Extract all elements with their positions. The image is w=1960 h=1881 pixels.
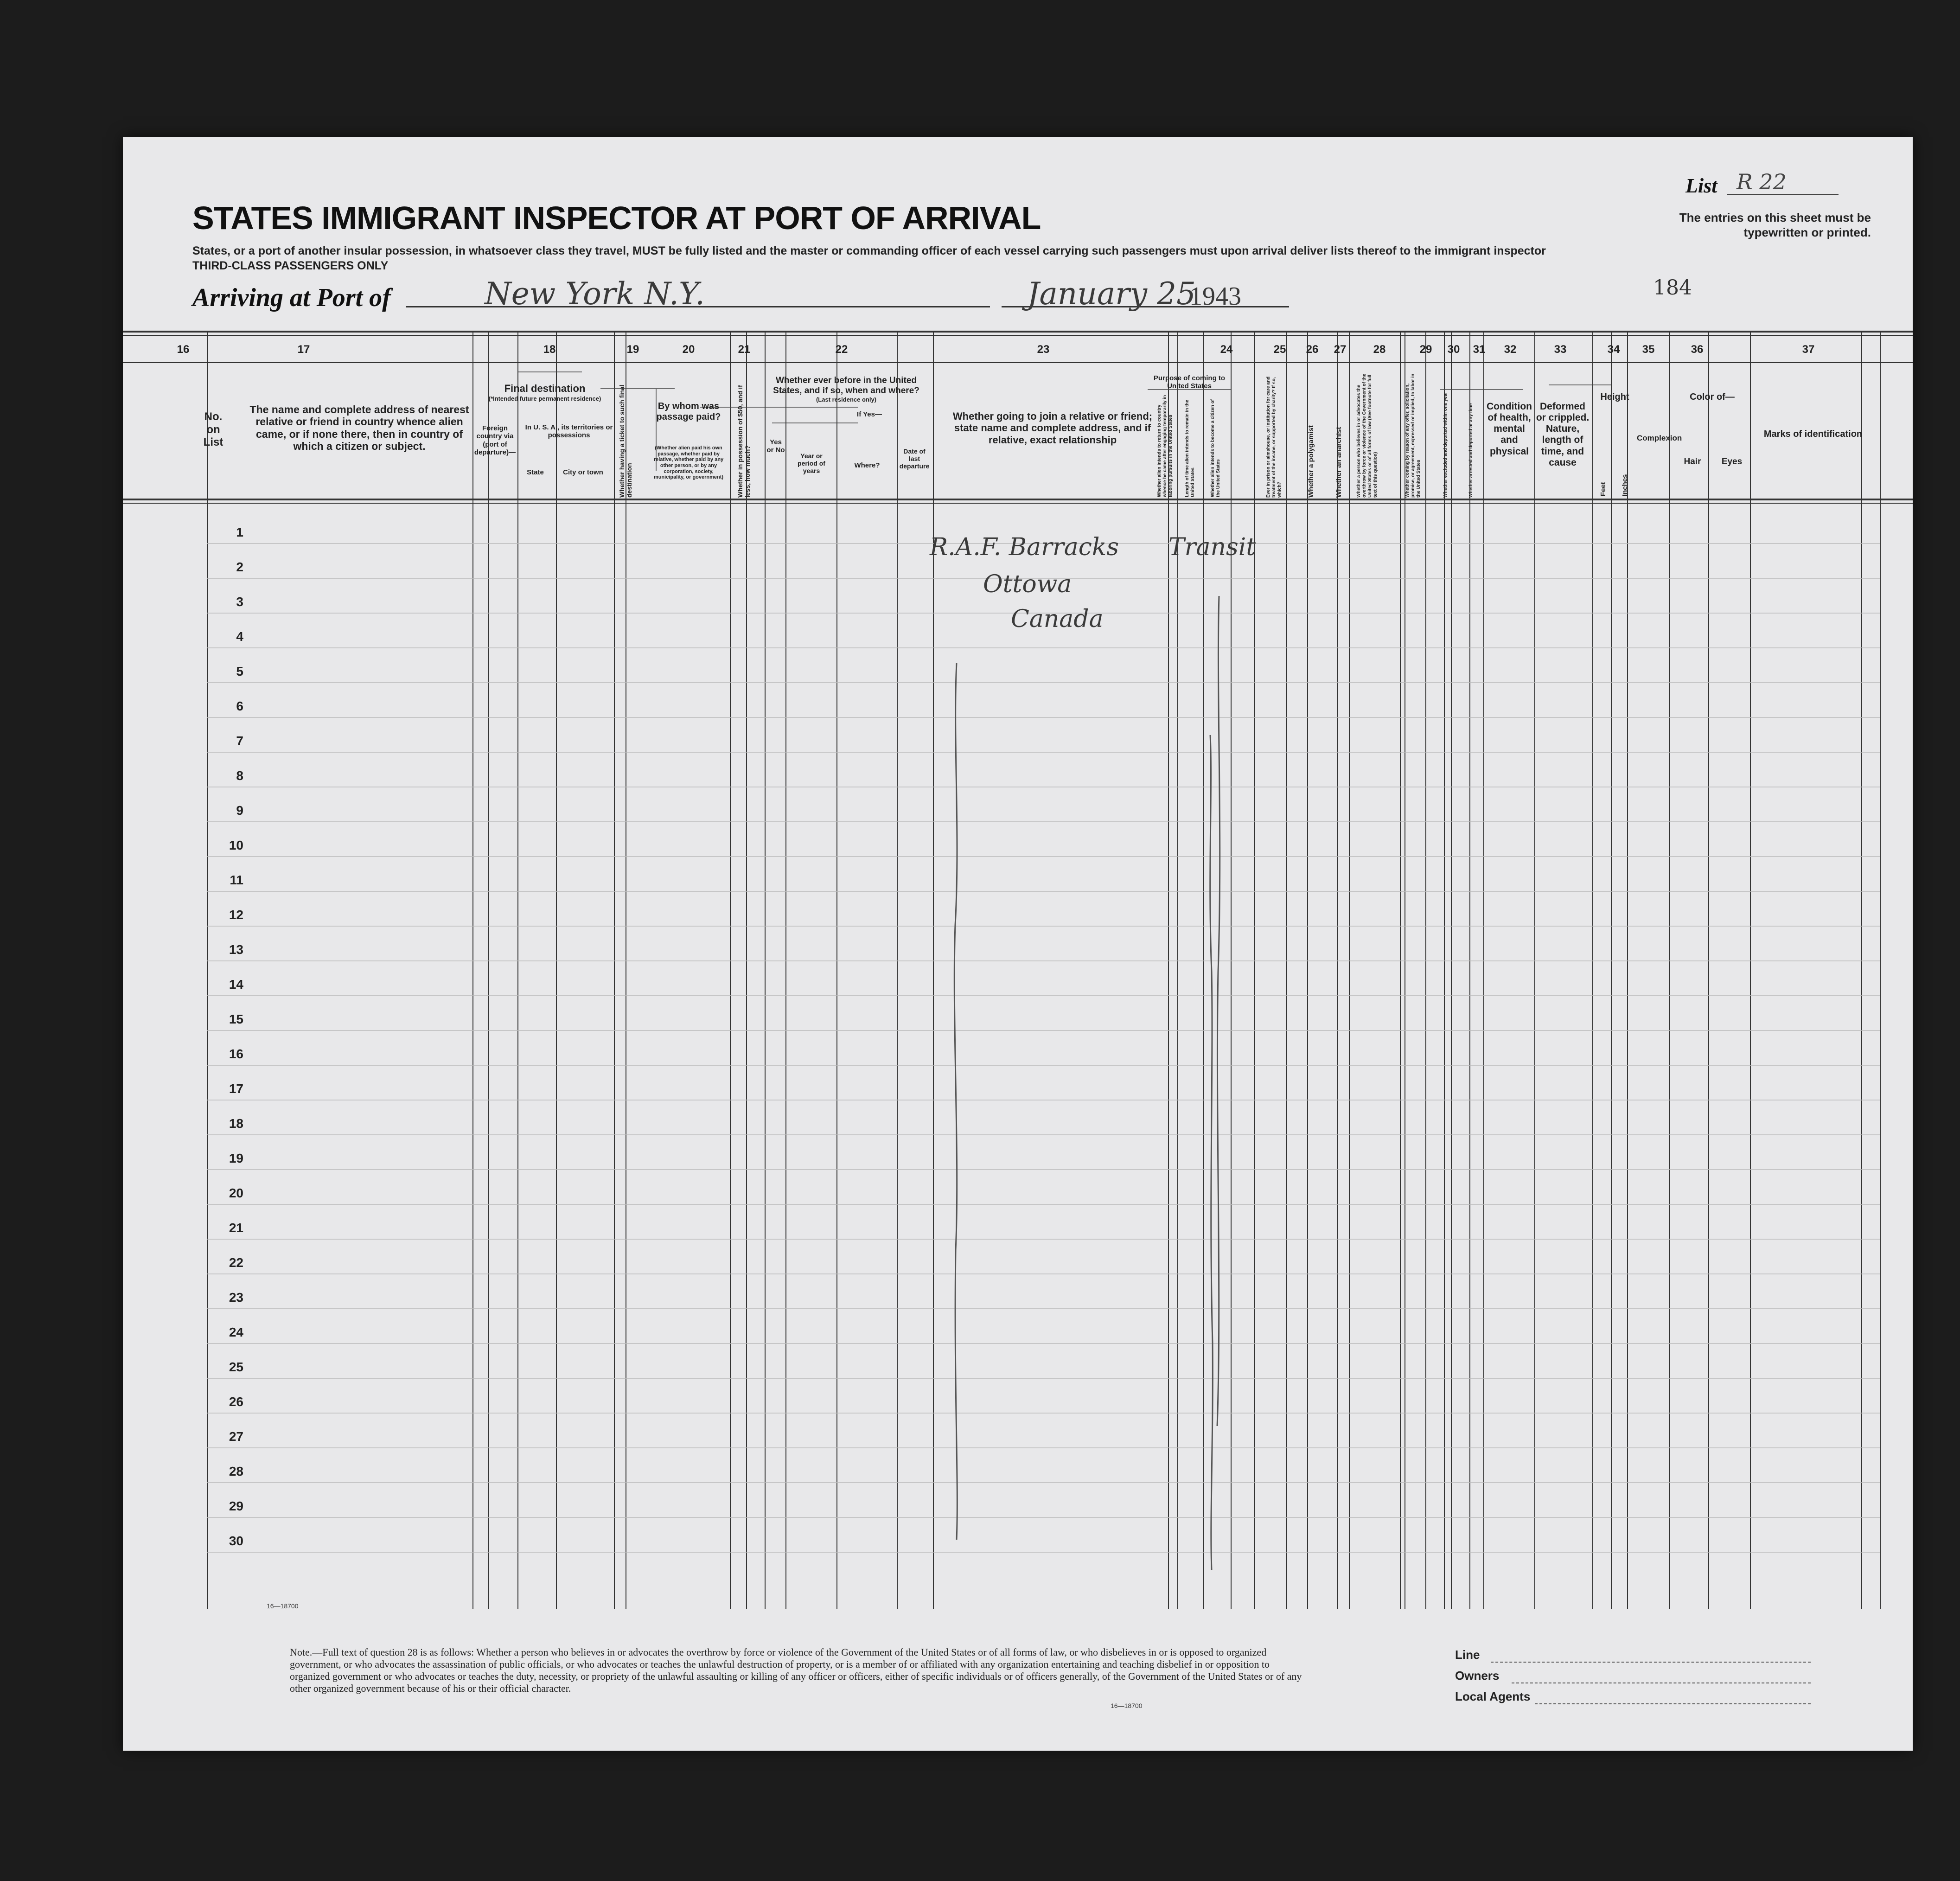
col-num-16: 16 bbox=[177, 343, 190, 356]
header-date-departure: Date of last departure bbox=[899, 448, 930, 470]
header-prison: Ever in prison or almshouse, or institution for care and treatment of the insane, or supported by charity? If so, which? bbox=[1266, 376, 1282, 498]
header-overthrow: Whether a person who believes in or advocates the overthrow by force or violence of the Government of the United States or of all forms of law (See footnote for full text of this question) bbox=[1356, 373, 1378, 498]
row-number: 10 bbox=[229, 838, 243, 852]
owners-field bbox=[1512, 1669, 1811, 1683]
col-num-29: 29 bbox=[1419, 343, 1432, 356]
row-number: 21 bbox=[229, 1221, 243, 1235]
header-color-of: Color of— bbox=[1690, 392, 1735, 402]
row-number: 22 bbox=[229, 1255, 243, 1270]
col-num-24: 24 bbox=[1220, 343, 1233, 356]
col-num-36: 36 bbox=[1691, 343, 1704, 356]
grid-lines bbox=[123, 137, 1913, 1751]
header-join-relative: Whether going to join a relative or friend; state name and complete address, and if relative, exact relationship bbox=[952, 410, 1153, 446]
relative-address-line1: R.A.F. Barracks bbox=[930, 533, 1119, 561]
col-num-32: 32 bbox=[1504, 343, 1517, 356]
header-polygamist: Whether a polygamist bbox=[1307, 425, 1315, 498]
row-number: 12 bbox=[229, 908, 243, 922]
row-number: 6 bbox=[236, 699, 243, 713]
header-deported: Whether arrested and deported at any time bbox=[1468, 403, 1474, 498]
header-foreign-country: Foreign country via (port of departure)— bbox=[474, 424, 516, 456]
sheet-number: 184 bbox=[1653, 276, 1692, 300]
col-num-33: 33 bbox=[1554, 343, 1567, 356]
header-hair: Hair bbox=[1684, 457, 1701, 467]
local-agents-label: Local Agents bbox=[1455, 1689, 1531, 1703]
header-city: City or town bbox=[563, 468, 603, 476]
port-entry: New York N.Y. bbox=[485, 276, 705, 312]
header-health: Condition of health, mental and physical bbox=[1487, 401, 1532, 457]
col-num-21: 21 bbox=[738, 343, 751, 356]
col-num-26: 26 bbox=[1306, 343, 1319, 356]
col-num-23: 23 bbox=[1037, 343, 1050, 356]
row-number: 25 bbox=[229, 1360, 243, 1374]
header-anarchist: Whether an anarchist bbox=[1335, 427, 1343, 498]
form-code: 16—18700 bbox=[267, 1602, 299, 1610]
row-number: 5 bbox=[236, 664, 243, 678]
header-excluded: Whether excluded and deported within one year bbox=[1443, 392, 1448, 498]
header-inches: Inches bbox=[1621, 474, 1629, 496]
header-usa: In U. S. A., its territories or possessions bbox=[525, 423, 613, 440]
header-complexion: Complexion bbox=[1637, 434, 1682, 442]
row-number: 3 bbox=[236, 595, 243, 609]
row-number: 11 bbox=[230, 873, 243, 887]
list-number: R 22 bbox=[1727, 169, 1839, 195]
relative-address-line3: Canada bbox=[1011, 605, 1104, 633]
class-line: THIRD-CLASS PASSENGERS ONLY bbox=[192, 259, 389, 272]
row-number: 20 bbox=[229, 1186, 243, 1200]
row-number: 8 bbox=[236, 768, 243, 783]
row-number: 24 bbox=[229, 1325, 243, 1339]
row-number: 4 bbox=[236, 629, 243, 644]
row-number: 19 bbox=[229, 1151, 243, 1165]
row-number: 23 bbox=[229, 1290, 243, 1305]
row-number: 1 bbox=[236, 525, 243, 539]
column-lines bbox=[207, 332, 1880, 1609]
relative-address-line2: Ottowa bbox=[983, 570, 1072, 598]
header-final-destination-sub: (*Intended future permanent residence) bbox=[488, 395, 601, 402]
owners-label: Owners bbox=[1455, 1669, 1500, 1683]
col-num-20: 20 bbox=[682, 343, 695, 356]
col-num-18: 18 bbox=[543, 343, 556, 356]
row-number: 28 bbox=[229, 1464, 243, 1478]
header-purpose-citizen: Whether alien intends to become a citizen of the United States bbox=[1210, 399, 1221, 497]
col-num-31: 31 bbox=[1473, 343, 1486, 356]
local-agents-field bbox=[1535, 1689, 1811, 1704]
header-purpose: Purpose of coming to United States bbox=[1153, 374, 1226, 390]
header-relative-address: The name and complete address of nearest relative or friend in country whence alien came, or if none there, then in country of which a citizen or subject. bbox=[249, 403, 469, 453]
arriving-label: Arriving at Port of bbox=[192, 283, 391, 312]
row-number: 18 bbox=[229, 1116, 243, 1131]
row-number: 16 bbox=[229, 1047, 243, 1061]
col-num-34: 34 bbox=[1607, 343, 1620, 356]
header-deformed: Deformed or crippled. Nature, length of time, and cause bbox=[1536, 401, 1590, 468]
header-purpose-return: Whether alien intends to return to country whence he came after engaging temporarily in laboring pursuits in the United States bbox=[1157, 395, 1173, 497]
row-number: 13 bbox=[229, 942, 243, 957]
manifest-sheet bbox=[123, 137, 1913, 1751]
footnote-question-28: Note.—Full text of question 28 is as follows: Whether a person who believes in or advocates the overthrow by force or violence of the Government of the United States or of all forms of law, or who disbelieves in or is opposed to organized government, or who advocates the assassination of public officials, or who advocates or teaches the unlawful destruction of property, or is a member of or affiliated with any organization entertaining and teaching disbelief in or opposition to organized government or who advocates or teaches the duty, necessity, or propriety of the unlawful assaulting or killing of any officer or officers, either of specific individuals or of officers generally, of the Government of the United States or of any other organized government because of his or their official character. bbox=[290, 1646, 1302, 1694]
col-num-37: 37 bbox=[1802, 343, 1815, 356]
row-number: 9 bbox=[236, 803, 243, 818]
typewritten-instruction: The entries on this sheet must be typewritten or printed. bbox=[1679, 211, 1871, 239]
col-num-35: 35 bbox=[1642, 343, 1655, 356]
line-field bbox=[1491, 1648, 1811, 1663]
header-ticket: Whether having a ticket to such final destination bbox=[618, 384, 633, 498]
row-number: 26 bbox=[229, 1395, 243, 1409]
header-state: State bbox=[527, 468, 544, 476]
header-year-period: Year or period of years bbox=[798, 452, 825, 475]
row-lines bbox=[207, 544, 1880, 1552]
year-entry: 1943 bbox=[1189, 282, 1241, 311]
header-purpose-length: Length of time alien intends to remain in the United States bbox=[1185, 399, 1195, 497]
header-labor-offer: Whether coming by reason of any offer, solicitation, promise, or agreement, expressed or implied, to labor in the United States bbox=[1405, 373, 1421, 498]
purpose-entry: Transit bbox=[1168, 533, 1256, 561]
subtitle-text: States, or a port of another insular possession, in whatsoever class they travel, MUST be fully listed and the master or commanding officer of each vessel carrying such passengers must upon arrival deliver lists thereof to the immigrant inspector bbox=[192, 244, 1546, 257]
col-num-25: 25 bbox=[1273, 343, 1286, 356]
header-final-destination: Final destination bbox=[504, 383, 586, 394]
header-marks: Marks of identification bbox=[1763, 429, 1863, 439]
header-ever-before: Whether ever before in the United States, and if so, when and where? bbox=[773, 376, 919, 396]
row-number: 15 bbox=[229, 1012, 243, 1026]
header-where: Where? bbox=[854, 461, 880, 469]
line-label: Line bbox=[1455, 1648, 1480, 1662]
row-number: 30 bbox=[229, 1534, 243, 1548]
row-number: 14 bbox=[229, 977, 243, 992]
header-fifty-dollars: Whether in possession of $50, and if less, how much? bbox=[736, 385, 751, 498]
col-num-28: 28 bbox=[1373, 343, 1386, 356]
row-number: 2 bbox=[236, 560, 243, 574]
header-yes-no: Yes or No bbox=[766, 438, 785, 454]
header-passage-paid-sub: (Whether alien paid his own passage, whether paid by relative, whether paid by any other person, or by any corporation, society, municipality, or government) bbox=[653, 445, 724, 480]
header-no-on-list: No. on List bbox=[203, 410, 223, 449]
header-ever-before-sub: (Last residence only) bbox=[816, 396, 877, 403]
col-num-30: 30 bbox=[1447, 343, 1460, 356]
form-title: STATES IMMIGRANT INSPECTOR AT PORT OF ARRIVAL bbox=[192, 200, 1041, 236]
row-number: 29 bbox=[229, 1499, 243, 1513]
row-number: 17 bbox=[229, 1081, 243, 1096]
header-eyes: Eyes bbox=[1721, 457, 1743, 467]
col-num-27: 27 bbox=[1334, 343, 1347, 356]
date-entry: January 25 bbox=[1027, 276, 1196, 312]
row-number: 7 bbox=[236, 734, 243, 748]
header-height: Height bbox=[1600, 392, 1629, 402]
col-num-19: 19 bbox=[626, 343, 639, 356]
form-code-footer: 16—18700 bbox=[1111, 1702, 1143, 1709]
col-num-22: 22 bbox=[835, 343, 848, 356]
list-label: List bbox=[1685, 174, 1717, 197]
row-number: 27 bbox=[229, 1429, 243, 1444]
header-if-yes: If Yes— bbox=[857, 410, 882, 418]
header-passage-paid: By whom was passage paid? bbox=[656, 401, 721, 422]
col-num-17: 17 bbox=[297, 343, 310, 356]
header-feet: Feet bbox=[1599, 482, 1607, 496]
